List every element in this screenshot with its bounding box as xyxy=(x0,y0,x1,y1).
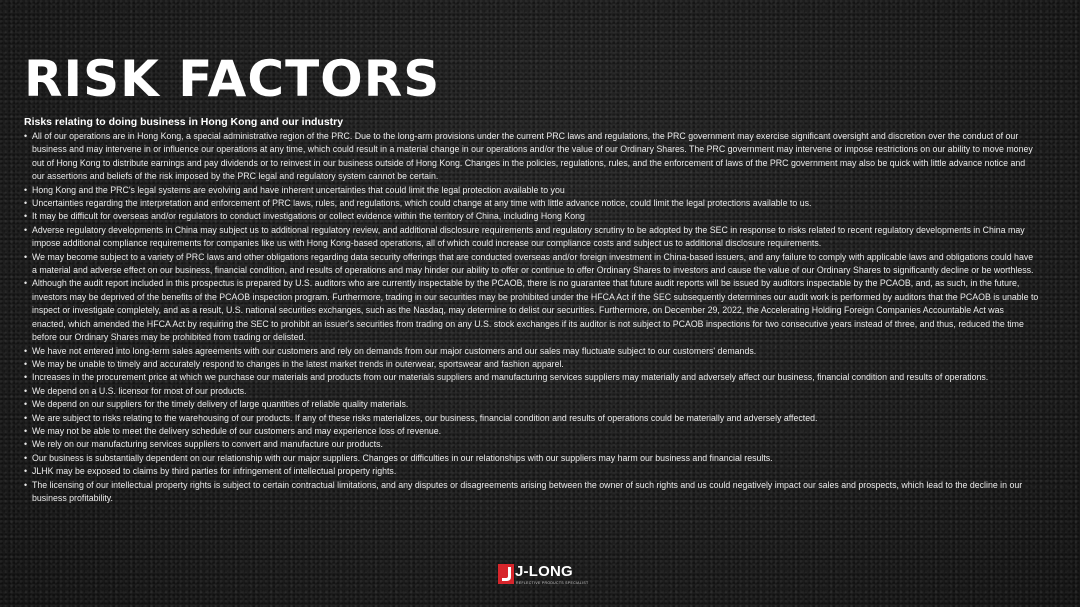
risk-bullet-item: • The licensing of our intellectual property rights is subject to certain contractual limitations, and any disputes or disagreements arising between the owner of such rights and us could negatively impact our sales and prospects, which lead to the decline in our business profitability. xyxy=(24,479,1040,506)
risk-bullet-item: • We may not be able to meet the delivery schedule of our customers and may experience loss of revenue. xyxy=(24,425,1040,438)
logo-tagline: REFLECTIVE PRODUCTS SPECIALIST xyxy=(516,581,589,585)
risk-bullet-item: • We depend on a U.S. licensor for most of our products. xyxy=(24,385,1040,398)
section-heading: Risks relating to doing business in Hong Kong and our industry xyxy=(24,116,344,128)
risk-bullet-item: • All of our operations are in Hong Kong, a special administrative region of the PRC. Due to the long-arm provisions under the current PRC laws and regulations, the PRC government may exercise significant oversight and discretion over the conduct of our business and may intervene in or influence our operations at any time, which could result in a material change in our operations and/or the value of our Ordinary Shares. The PRC government may intervene or impose restrictions on our ability to move money out of Hong Kong to distribute earnings and pay dividends or to reinvest in our business outside of Hong Kong. Changes in the policies, regulations, rules, and the enforcement of laws of the PRC government may also be quick with little advance notice and our assertions and beliefs of the risk imposed by the PRC legal and regulatory system cannot be certain. xyxy=(24,130,1040,184)
logo-wordmark: J-LONG xyxy=(515,563,573,580)
risk-bullet-item: • It may be difficult for overseas and/or regulators to conduct investigations or collect evidence within the territory of China, including Hong Kong xyxy=(24,210,1040,223)
risk-bullet-item: • We may become subject to a variety of PRC laws and other obligations regarding data security offerings that are conducted overseas and/or foreign investment in China-based issuers, and any failure to comply with applicable laws and obligations could have a material and adverse effect on our business, financial condition, and results of operations and may hinder our ability to offer or continue to offer Ordinary Shares to investors and cause the value of our Ordinary Shares to significantly decline or be worthless. xyxy=(24,251,1040,278)
risk-bullet-item: • JLHK may be exposed to claims by third parties for infringement of intellectual property rights. xyxy=(24,465,1040,478)
slide-title: RISK FACTORS xyxy=(24,50,441,108)
company-logo xyxy=(498,563,588,589)
risk-list xyxy=(24,130,1040,505)
risk-bullet-item: • Although the audit report included in this prospectus is prepared by U.S. auditors who are currently inspectable by the PCAOB, there is no guarantee that future audit reports will be issued by auditors inspectable by the PCAOB, and, as such, in the future, investors may be deprived of the benefits of the PCAOB inspection program. Furthermore, trading in our securities may be prohibited under the HFCA Act if the SEC subsequently determines our audit work is performed by auditors that the PCAOB is unable to inspect or investigate completely, and as a result, U.S. national securities exchanges, such as the Nasdaq, may determine to delist our securities. Furthermore, on December 29, 2022, the Accelerating Holding Foreign Companies Accountable Act was enacted, which amended the HFCA Act by requiring the SEC to prohibit an issuer's securities from trading on any U.S. stock exchanges if its auditor is not subject to PCAOB inspections for two consecutive years instead of three, and thus, reduced the time before our Ordinary Shares may be prohibited from trading or delisted. xyxy=(24,277,1040,344)
risk-bullet-item: • Hong Kong and the PRC's legal systems are evolving and have inherent uncertainties that could limit the legal protection available to you xyxy=(24,184,1040,197)
risk-bullet-item: • Increases in the procurement price at which we purchase our materials and products from our materials suppliers and manufacturing services suppliers may materially and adversely affect our business, financial condition and results of operations. xyxy=(24,371,1040,384)
risk-bullet-item: • Uncertainties regarding the interpretation and enforcement of PRC laws, rules, and regulations, which could change at any time with little advance notice, could limit the legal protections available to us. xyxy=(24,197,1040,210)
risk-bullet-item: • Our business is substantially dependent on our relationship with our major suppliers. Changes or difficulties in our relationships with our suppliers may harm our business and financial results. xyxy=(24,452,1040,465)
j-long-logo-icon xyxy=(498,564,514,584)
risk-bullet-item: • Adverse regulatory developments in China may subject us to additional regulatory review, and additional disclosure requirements and regulatory scrutiny to be adopted by the SEC in response to risks related to recent regulatory developments in China may impose additional compliance requirements for companies like us with Hong Kong-based operations, all of which could increase our compliance costs and subject us to additional disclosure requirements. xyxy=(24,224,1040,251)
risk-bullet-item: • We are subject to risks relating to the warehousing of our products. If any of these risks materializes, our business, financial condition and results of operations could be materially and adversely affected. xyxy=(24,412,1040,425)
risk-bullet-item: • We have not entered into long-term sales agreements with our customers and rely on demands from our major customers and our sales may fluctuate subject to our customers' demands. xyxy=(24,345,1040,358)
risk-bullet-item: • We may be unable to timely and accurately respond to changes in the latest market trends in outerwear, sportswear and fashion apparel. xyxy=(24,358,1040,371)
risk-bullet-item: • We rely on our manufacturing services suppliers to convert and manufacture our products. xyxy=(24,438,1040,451)
risk-content xyxy=(24,116,1040,505)
risk-bullet-item: • We depend on our suppliers for the timely delivery of large quantities of reliable quality materials. xyxy=(24,398,1040,411)
